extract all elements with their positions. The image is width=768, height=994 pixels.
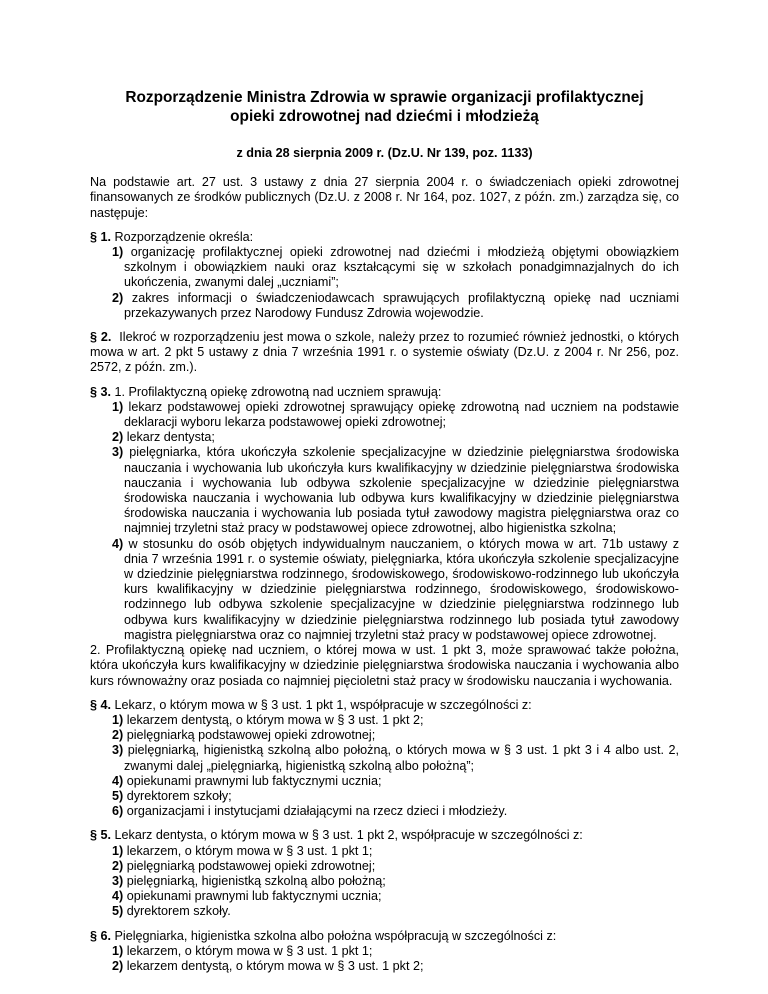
section-text: 1. Profilaktyczną opiekę zdrowotną nad uczniem sprawują: [114, 384, 442, 399]
list-item [112, 804, 679, 819]
list-item-number: 1) [112, 245, 124, 260]
section-mark: § 5. [90, 828, 112, 843]
section-text: Ilekroć w rozporządzeniu jest mowa o szkole, należy przez to rozumieć również jednostki, o których mowa w art. 2 pkt 5 ustawy z dnia 7 września 1991 r. o systemie oświaty (Dz.U. z 2004 r. Nr 256, poz. 2572, z późn. zm.). [90, 330, 679, 375]
section-list [90, 844, 679, 920]
list-item-text: lekarz podstawowej opieki zdrowotnej sprawujący opiekę zdrowotną nad uczniem na podstawie deklaracji wyboru lekarza podstawowej opieki zdrowotnej; [124, 399, 680, 430]
list-item-text: opiekunami prawnymi lub faktycznymi ucznia; [126, 773, 382, 788]
list-item [112, 889, 679, 904]
list-item-number: 5) [112, 788, 124, 803]
list-item [112, 859, 679, 874]
list-item-text: organizacjami i instytucjami działającymi na rzecz dzieci i młodzieży. [126, 804, 508, 819]
list-item-number: 6) [112, 804, 124, 819]
list-item [112, 904, 679, 919]
section-3 [90, 385, 679, 689]
list-item [112, 400, 679, 430]
list-item [112, 445, 679, 536]
list-item-number: 3) [112, 743, 124, 758]
list-item [112, 743, 679, 773]
section-4 [90, 698, 679, 820]
list-item-number: 1) [112, 712, 124, 727]
section-6 [90, 929, 679, 975]
list-item [112, 789, 679, 804]
list-item-number: 4) [112, 773, 124, 788]
list-item-text: w stosunku do osób objętych indywidualnym nauczaniem, o których mowa w art. 71b ustawy z dnia 7 września 1991 r. o systemie oświaty, pielęgniarka, która ukończyła szkolenie specjalizacyjne w dziedzinie pielęgniarstwa rodzinnego, środowiskowego, środowiskowo-rodzinnego lub ukończyła kurs kwalifikacyjny w dziedzinie pielęgniarstwa rodzinnego, środowiskowego, środowiskowo-rodzinnego lub odbywa szkolenie specjalizacyjne w dziedzinie pielęgniarstwa rodzinnego lub odbywa kurs kwalifikacyjny w dziedzinie pielęgniarstwa rodzinnego lub posiada tytuł zawodowy magistra pielęgniarstwa oraz co najmniej trzyletni staż pracy w podstawowej opiece zdrowotnej. [124, 536, 680, 642]
list-item-text: lekarzem dentystą, o którym mowa w § 3 ust. 1 pkt 2; [126, 958, 424, 973]
section-mark: § 2. [90, 330, 112, 345]
list-item-text: lekarz dentysta; [126, 430, 215, 445]
list-item [112, 944, 679, 959]
list-item-text: pielęgniarka, która ukończyła szkolenie specjalizacyjne w dziedzinie pielęgniarstwa środowiska nauczania i wychowania lub ukończyła kurs kwalifikacyjny w dziedzinie pielęgniarstwa środowiska nauczania i wychowania lub odbywa szkolenie specjalizacyjne w dziedzinie pielęgniarstwa środowiska nauczania i wychowania lub odbywa kurs kwalifikacyjny w dziedzinie pielęgniarstwa środowiska nauczania i wychowania lub posiada tytuł zawodowy magistra pielęgniarstwa oraz co najmniej trzyletni staż pracy w podstawowej opiece zdrowotnej, albo higienistka szkolna; [124, 445, 680, 536]
list-item-number: 2) [112, 430, 124, 445]
section-mark: § 1. [90, 229, 112, 244]
section-list [90, 713, 679, 819]
document-page [90, 88, 679, 983]
section-mark: § 6. [90, 928, 112, 943]
list-item-text: lekarzem, o którym mowa w § 3 ust. 1 pkt 1; [126, 843, 373, 858]
section-2 [90, 330, 679, 376]
list-item-number: 5) [112, 904, 124, 919]
list-item-text: dyrektorem szkoły; [126, 788, 232, 803]
section-text: Lekarz dentysta, o którym mowa w § 3 ust. 1 pkt 2, współpracuje w szczególności z: [114, 828, 583, 843]
list-item-text: lekarzem, o którym mowa w § 3 ust. 1 pkt 1; [126, 943, 373, 958]
list-item [112, 713, 679, 728]
document-subtitle: z dnia 28 sierpnia 2009 r. (Dz.U. Nr 139, poz. 1133) [236, 146, 533, 160]
list-item-text: zakres informacji o świadczeniodawcach sprawujących profilaktyczną opiekę nad uczniami przekazywanych przez Narodowy Fundusz Zdrowia wojewodzie. [124, 290, 680, 320]
list-item [112, 959, 679, 974]
list-item-number: 2) [112, 858, 124, 873]
section-text: Lekarz, o którym mowa w § 3 ust. 1 pkt 1, współpracuje w szczególności z: [114, 697, 532, 712]
list-item-number: 4) [112, 536, 124, 551]
list-item-number: 2) [112, 290, 124, 305]
section-text: Pielęgniarka, higienistka szkolna albo położna współpracują w szczególności z: [114, 928, 557, 943]
list-item [112, 874, 679, 889]
list-item-number: 1) [112, 943, 124, 958]
list-item [112, 430, 679, 445]
list-item-text: pielęgniarką, higienistką szkolną albo położną, o których mowa w § 3 ust. 1 pkt 3 i 4 albo ust. 2, zwanymi dalej „pielęgniarką, higienistką szkolną albo położną”; [124, 743, 679, 773]
list-item-text: pielęgniarką podstawowej opieki zdrowotnej; [126, 728, 376, 743]
list-item-text: organizację profilaktycznej opieki zdrowotnej nad dziećmi i młodzieżą objętymi obowiązkiem szkolnym i obowiązkiem nauki oraz kształcącymi się w szkołach ponadgimnazjalnych do ich ukończenia, zwanymi dalej „uczniami”; [124, 245, 680, 290]
section-1 [90, 230, 679, 321]
list-item [112, 291, 679, 321]
section-5 [90, 828, 679, 919]
list-item-number: 2) [112, 728, 124, 743]
section-list [90, 944, 679, 974]
intro-paragraph: Na podstawie art. 27 ust. 3 ustawy z dnia 27 sierpnia 2004 r. o świadczeniach opieki zdrowotnej finansowanych ze środków publicznych (Dz.U. z 2008 r. Nr 164, poz. 1027, z późn. zm.) zarządza się, co następuje: [90, 175, 679, 220]
list-item-number: 1) [112, 399, 124, 414]
section-list [90, 245, 679, 321]
list-item-number: 4) [112, 889, 124, 904]
list-item [112, 774, 679, 789]
list-item-number: 3) [112, 445, 124, 460]
list-item [112, 728, 679, 743]
list-item-text: pielęgniarką, higienistką szkolną albo położną; [126, 873, 386, 888]
list-item-number: 2) [112, 958, 124, 973]
list-item-text: lekarzem dentystą, o którym mowa w § 3 ust. 1 pkt 2; [126, 712, 424, 727]
list-item [112, 245, 679, 291]
section-list [90, 400, 679, 643]
section-text: Rozporządzenie określa: [114, 229, 254, 244]
list-item [112, 844, 679, 859]
list-item [112, 537, 679, 643]
section-mark: § 3. [90, 384, 112, 399]
section-paragraph: 2. Profilaktyczną opiekę nad uczniem, o której mowa w ust. 1 pkt 3, może sprawować także położna, która ukończyła kurs kwalifikacyjny w dziedzinie pielęgniarstwa środowiska nauczania i wychowania albo kurs równoważny oraz posiada co najmniej pięcioletni staż pracy w środowisku nauczania i wychowania. [90, 643, 679, 688]
section-mark: § 4. [90, 697, 112, 712]
list-item-text: dyrektorem szkoły. [126, 904, 231, 919]
list-item-number: 1) [112, 843, 124, 858]
list-item-text: pielęgniarką podstawowej opieki zdrowotnej; [126, 858, 376, 873]
document-title: Rozporządzenie Ministra Zdrowia w sprawie organizacji profilaktycznej opieki zdrowotnej nad dziećmi i młodzieżą [125, 89, 644, 125]
list-item-text: opiekunami prawnymi lub faktycznymi ucznia; [126, 889, 382, 904]
list-item-number: 3) [112, 873, 124, 888]
